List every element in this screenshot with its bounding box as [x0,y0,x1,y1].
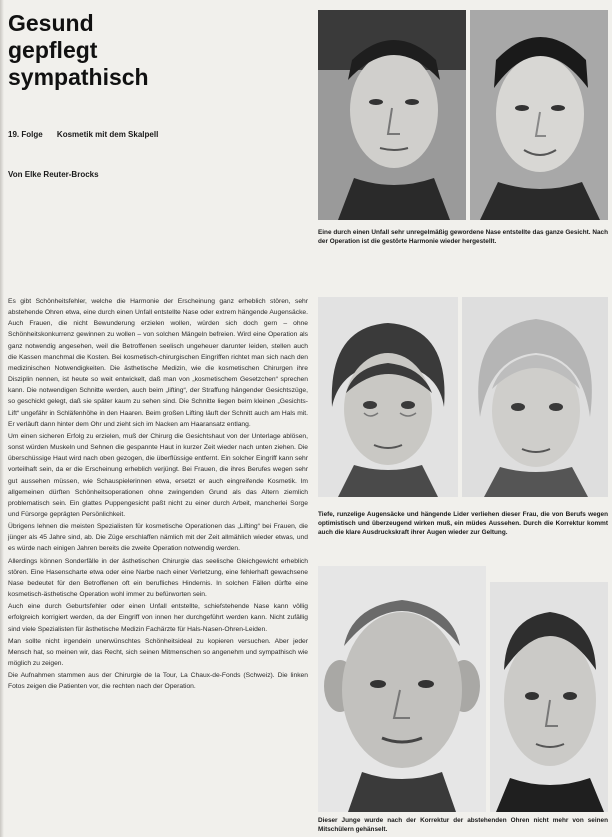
series-number: 19. Folge [8,130,43,139]
article-body [8,296,308,693]
paragraph: Es gibt Schönheitsfehler, welche die Harmonie der Erscheinung ganz erheblich stören, sehr abstehende Ohren etwa, eine durch einen Unfall entstellte Nase oder extrem hängende Augensäcke. Auch Frauen, die nicht Bewunderung erzielen wollen, würden sich doch gern – ohne Schönheitskonkurrenz gewinnen zu wollen – von solchen Mängeln befreien. Wird eine Operation als ganz notwendig angesehen, weil die Betroffenen seelisch ungeheuer darunter leiden, stellen auch die Kassen manchmal die Kosten. Bei kosmetisch-chirurgischen Eingriffen richtet man sich nach den medizinischen Notwendigkeiten. Die ästhetische Medizin, wie die kosmetischen Chirurgen ihre Disziplin nennen, ist heute so weit entwickelt, daß man von „kosmetischem Gesetzchen“ sprechen kann. Die notwendigen Schnitte werden, auch beim „lifting“, der Straffung hängender Gesichtszüge, so geschickt gelegt, daß sie später kaum zu sehen sind. Die Schnitte liegen beim kleinen „Gesichts-Lift“ ungefähr in Schläfenhöhe in den Haaren. Beim großen Lifting läuft der Schnitt auch am Hals mit. Er verläuft dann hinter dem Ohr und zieht sich im Nacken am Haaransatz entlang. [8,298,308,428]
series-title: Kosmetik mit dem Skalpell [56,130,159,139]
man-after-photo [470,10,608,220]
woman-before-photo [318,297,458,497]
caption-2: Tiefe, runzelige Augensäcke und hängende Lider verliehen dieser Frau, die von Berufs wegen optimistisch und überzeugend wirken muß, ein müdes Aussehen. Durch die Korrektur kommt auch die klare Ausdruckskraft ihrer Augen wieder zur Geltung. [318,511,608,537]
paragraph: Auch eine durch Geburtsfehler oder einen Unfall entstellte, schiefstehende Nase kann völlig erfolgreich korrigiert werden, da der Eingriff von innen her durchgeführt werden kann. Nicht zufällig sind viele Spezialisten für ästhetische Medizin Fachärzte für Hals-Nasen-Ohren-Leiden. [8,603,308,633]
title-line-2: gepflegt [8,37,98,63]
caption-3: Dieser Junge wurde nach der Korrektur der abstehenden Ohren nicht mehr von seinen Mitschülern gehänselt. [318,817,608,834]
title-line-1: Gesund [8,10,94,36]
paragraph: Um einen sicheren Erfolg zu erzielen, muß der Chirurg die Gesichtshaut von der Unterlage ablösen, sonst würden Muskeln und Sehnen die gespannte Haut in kurzer Zeit wieder nach unten ziehen. Die überschüssige Haut wird nach oben gezogen, die überflüssige entfernt. Ein solcher Eingriff kann sehr vorteilhaft sein, da er die Erscheinung erheblich verjüngt. Bei Frauen, die ihres Berufes wegen sehr gut aussehen müssen, wie Schauspielerinnen etwa, ersetzt er auch eingreifende Kosmetik. Im allgemeinen dürften Schönheitsoperationen ohne zwingenden Grund als das Altern ziemlich problematisch sein. Ein glattes Puppengesicht paßt nicht zu einer durch Arbeit, mancherlei Sorge und Fürsorge geprägten Persönlichkeit. [8,432,308,518]
boy-after-photo [490,582,608,812]
paragraph: Allerdings können Sonderfälle in der ästhetischen Chirurgie das seelische Gleichgewicht erheblich stören. Eine Hasenscharte etwa oder eine Narbe nach einer Verletzung, eine fehlerhaft gewachsene Nase bedeutet für den Betroffenen oft ein berufliches Hindernis. In solchen Fällen dürfte eine kosmetisch-ästhetische Operation wohl immer zu befürworten sein. [8,557,308,599]
byline: Von Elke Reuter-Brocks [8,170,99,179]
boy-before-photo [318,566,486,812]
paragraph: Die Aufnahmen stammen aus der Chirurgie de la Tour, La Chaux-de-Fonds (Schweiz). Die linken Fotos zeigen die Patienten vor, die rechten nach der Operation. [8,672,308,691]
series-line [8,130,170,139]
caption-1: Eine durch einen Unfall sehr unregelmäßig gewordene Nase entstellte das ganze Gesicht. Nach der Operation ist die gestörte Harmonie wieder hergestellt. [318,229,608,246]
article-title [8,10,308,91]
paragraph: Man sollte nicht irgendein unerwünschtes Schönheitsideal zu kopieren versuchen. Aber jeder Mensch hat, so meinen wir, das Recht, sich seinen Mitmenschen so angenehm und sympathisch wie möglich zu zeigen. [8,637,308,667]
man-before-photo [318,10,466,220]
title-line-3: sympathisch [8,64,149,90]
woman-after-photo [462,297,608,497]
paragraph: Übrigens lehnen die meisten Spezialisten für kosmetische Operationen das „Lifting“ bei Frauen, die jünger als 45 Jahre sind, ab. Die Züge erschlaffen nämlich mit der Zeit allmählich wieder etwas, und es würde nach einigen Jahren bereits die zweite Operation notwendig werden. [8,523,308,553]
show-through-text [246,102,306,192]
page-gutter-shadow [0,0,4,837]
